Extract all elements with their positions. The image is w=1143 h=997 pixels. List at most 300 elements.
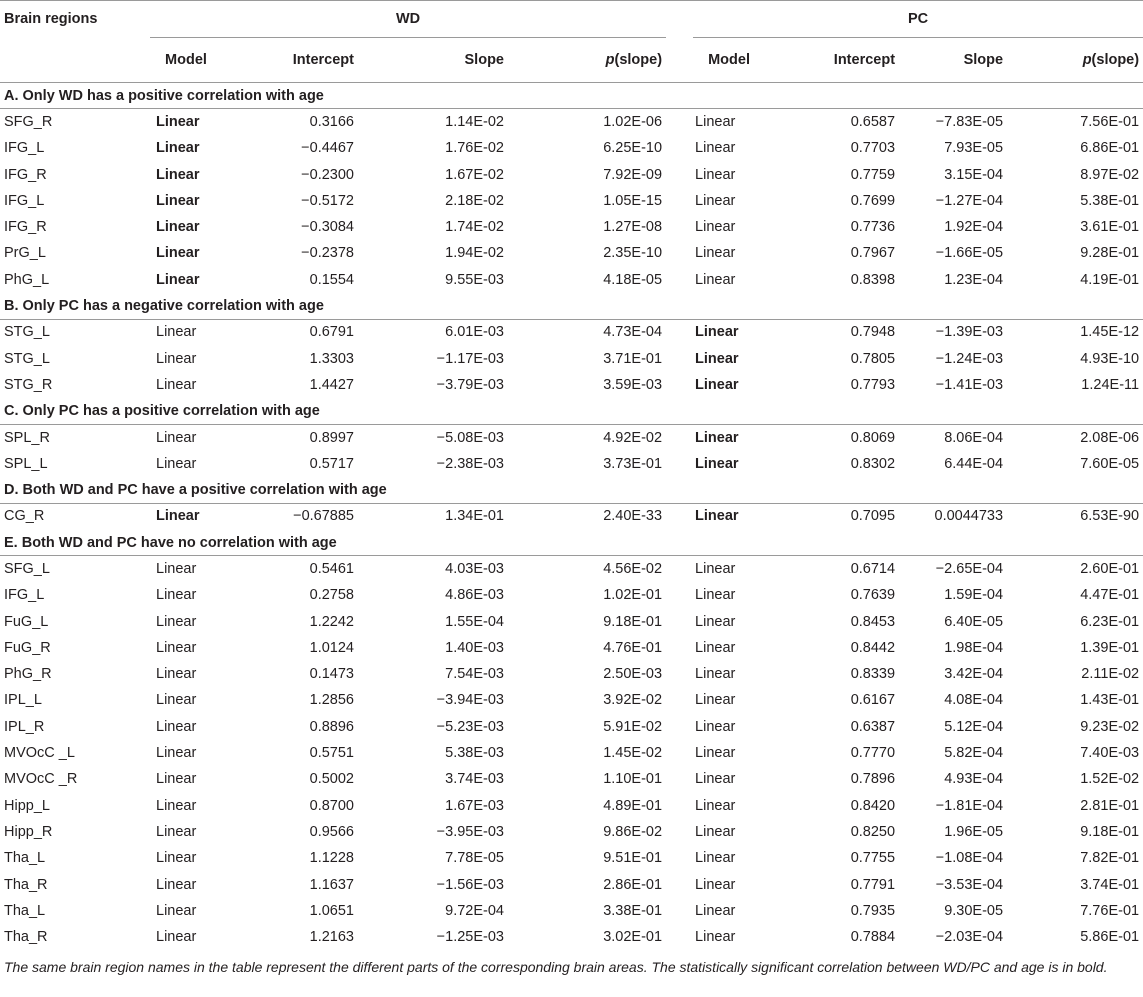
cell-wd-slope: 1.34E-01 [392, 503, 542, 529]
cell-region: IFG_R [0, 161, 150, 187]
cell-gap [666, 319, 693, 345]
header-pc-slope: Slope [905, 38, 1045, 83]
header-gap [666, 1, 693, 38]
cell-pc-intercept: 0.7095 [765, 503, 905, 529]
cell-pc-slope: 4.93E-04 [905, 766, 1045, 792]
cell-pc-slope: 3.42E-04 [905, 661, 1045, 687]
cell-pc-pslope: 4.19E-01 [1045, 267, 1143, 293]
cell-pc-intercept: 0.8069 [765, 424, 905, 450]
cell-pc-slope: −1.66E-05 [905, 240, 1045, 266]
section-header-row [0, 398, 1143, 424]
cell-pc-intercept: 0.7703 [765, 135, 905, 161]
table-row [0, 687, 1143, 713]
cell-wd-model: Linear [150, 845, 222, 871]
p-suffix: (slope) [1091, 52, 1140, 68]
cell-gap [666, 161, 693, 187]
cell-wd-slope: 1.67E-03 [392, 793, 542, 819]
table-row [0, 319, 1143, 345]
header-group-wd: WD [150, 1, 666, 38]
cell-wd-pslope: 3.71E-01 [542, 345, 666, 371]
cell-region: IPL_L [0, 687, 150, 713]
cell-wd-intercept: −0.3084 [222, 214, 392, 240]
cell-wd-model: Linear [150, 924, 222, 950]
cell-wd-slope: 6.01E-03 [392, 319, 542, 345]
table-row [0, 898, 1143, 924]
cell-pc-pslope: 2.08E-06 [1045, 424, 1143, 450]
cell-pc-model: Linear [693, 924, 765, 950]
cell-pc-pslope: 1.24E-11 [1045, 372, 1143, 398]
cell-pc-slope: −1.39E-03 [905, 319, 1045, 345]
cell-wd-pslope: 2.40E-33 [542, 503, 666, 529]
cell-wd-slope: −1.17E-03 [392, 345, 542, 371]
cell-wd-model: Linear [150, 793, 222, 819]
cell-wd-pslope: 3.73E-01 [542, 451, 666, 477]
cell-wd-model: Linear [150, 661, 222, 687]
cell-wd-model: Linear [150, 635, 222, 661]
cell-wd-slope: 3.74E-03 [392, 766, 542, 792]
cell-wd-slope: 9.72E-04 [392, 898, 542, 924]
cell-pc-pslope: 7.60E-05 [1045, 451, 1143, 477]
header-pc-intercept: Intercept [765, 38, 905, 83]
cell-pc-pslope: 3.74E-01 [1045, 871, 1143, 897]
cell-wd-intercept: −0.5172 [222, 188, 392, 214]
cell-wd-pslope: 7.92E-09 [542, 161, 666, 187]
cell-wd-model: Linear [150, 608, 222, 634]
table-row [0, 793, 1143, 819]
cell-gap [666, 924, 693, 950]
table-header [0, 1, 1143, 83]
cell-wd-intercept: 0.5717 [222, 451, 392, 477]
cell-region: MVOcC _L [0, 740, 150, 766]
cell-wd-pslope: 4.92E-02 [542, 424, 666, 450]
cell-pc-model: Linear [693, 372, 765, 398]
cell-wd-pslope: 9.86E-02 [542, 819, 666, 845]
cell-pc-pslope: 7.76E-01 [1045, 898, 1143, 924]
cell-pc-slope: −3.53E-04 [905, 871, 1045, 897]
cell-wd-pslope: 1.10E-01 [542, 766, 666, 792]
cell-pc-pslope: 9.28E-01 [1045, 240, 1143, 266]
cell-region: PhG_L [0, 267, 150, 293]
cell-region: Tha_R [0, 871, 150, 897]
table-row [0, 661, 1143, 687]
cell-gap [666, 109, 693, 135]
cell-region: CG_R [0, 503, 150, 529]
cell-wd-model: Linear [150, 424, 222, 450]
table-row [0, 714, 1143, 740]
header-pc-pslope [1045, 38, 1143, 83]
cell-region: Tha_L [0, 845, 150, 871]
cell-wd-slope: −3.79E-03 [392, 372, 542, 398]
cell-pc-pslope: 1.52E-02 [1045, 766, 1143, 792]
cell-pc-slope: −1.27E-04 [905, 188, 1045, 214]
cell-wd-intercept: −0.4467 [222, 135, 392, 161]
cell-wd-intercept: 0.5751 [222, 740, 392, 766]
cell-region: IPL_R [0, 714, 150, 740]
cell-pc-pslope: 6.23E-01 [1045, 608, 1143, 634]
cell-wd-slope: −2.38E-03 [392, 451, 542, 477]
cell-region: IFG_L [0, 188, 150, 214]
table-row [0, 345, 1143, 371]
table-row [0, 214, 1143, 240]
cell-pc-model: Linear [693, 871, 765, 897]
cell-pc-intercept: 0.8339 [765, 661, 905, 687]
cell-gap [666, 845, 693, 871]
cell-pc-model: Linear [693, 161, 765, 187]
table-row [0, 556, 1143, 582]
cell-pc-model: Linear [693, 556, 765, 582]
cell-pc-pslope: 2.60E-01 [1045, 556, 1143, 582]
cell-region: Hipp_L [0, 793, 150, 819]
cell-pc-intercept: 0.7805 [765, 345, 905, 371]
cell-pc-intercept: 0.8453 [765, 608, 905, 634]
cell-pc-intercept: 0.8250 [765, 819, 905, 845]
table-row [0, 819, 1143, 845]
section-title: A. Only WD has a positive correlation with age [0, 83, 1143, 109]
cell-pc-model: Linear [693, 661, 765, 687]
cell-pc-intercept: 0.6587 [765, 109, 905, 135]
cell-pc-intercept: 0.6714 [765, 556, 905, 582]
table-row [0, 109, 1143, 135]
cell-pc-slope: −7.83E-05 [905, 109, 1045, 135]
cell-wd-intercept: 0.3166 [222, 109, 392, 135]
cell-wd-model: Linear [150, 135, 222, 161]
cell-wd-slope: 4.03E-03 [392, 556, 542, 582]
cell-wd-intercept: 0.6791 [222, 319, 392, 345]
cell-wd-pslope: 1.45E-02 [542, 740, 666, 766]
cell-wd-intercept: 1.1228 [222, 845, 392, 871]
table-row [0, 424, 1143, 450]
cell-pc-slope: −2.65E-04 [905, 556, 1045, 582]
cell-gap [666, 898, 693, 924]
p-italic: p [1082, 52, 1092, 68]
cell-pc-model: Linear [693, 240, 765, 266]
cell-gap [666, 871, 693, 897]
table-row [0, 503, 1143, 529]
cell-wd-slope: 5.38E-03 [392, 740, 542, 766]
section-title: E. Both WD and PC have no correlation with age [0, 530, 1143, 556]
cell-wd-slope: 1.76E-02 [392, 135, 542, 161]
cell-pc-pslope: 7.82E-01 [1045, 845, 1143, 871]
cell-region: PhG_R [0, 661, 150, 687]
cell-wd-model: Linear [150, 503, 222, 529]
cell-region: IFG_R [0, 214, 150, 240]
cell-pc-slope: −1.24E-03 [905, 345, 1045, 371]
cell-pc-intercept: 0.7967 [765, 240, 905, 266]
cell-pc-slope: 0.0044733 [905, 503, 1045, 529]
cell-region: STG_L [0, 345, 150, 371]
cell-gap [666, 608, 693, 634]
cell-wd-pslope: 3.59E-03 [542, 372, 666, 398]
cell-region: Tha_L [0, 898, 150, 924]
cell-region: SFG_R [0, 109, 150, 135]
cell-pc-slope: −1.08E-04 [905, 845, 1045, 871]
cell-wd-pslope: 1.02E-01 [542, 582, 666, 608]
cell-pc-model: Linear [693, 714, 765, 740]
cell-wd-intercept: 1.0124 [222, 635, 392, 661]
cell-region: IFG_L [0, 135, 150, 161]
cell-wd-pslope: 5.91E-02 [542, 714, 666, 740]
cell-wd-intercept: 0.1473 [222, 661, 392, 687]
cell-wd-model: Linear [150, 240, 222, 266]
cell-pc-pslope: 7.56E-01 [1045, 109, 1143, 135]
cell-pc-intercept: 0.7755 [765, 845, 905, 871]
cell-wd-pslope: 3.92E-02 [542, 687, 666, 713]
cell-wd-slope: 1.55E-04 [392, 608, 542, 634]
table-row [0, 924, 1143, 950]
cell-pc-intercept: 0.7935 [765, 898, 905, 924]
cell-pc-model: Linear [693, 267, 765, 293]
cell-wd-pslope: 6.25E-10 [542, 135, 666, 161]
cell-wd-model: Linear [150, 687, 222, 713]
cell-wd-slope: −5.08E-03 [392, 424, 542, 450]
cell-wd-intercept: 0.5002 [222, 766, 392, 792]
table-row [0, 188, 1143, 214]
cell-wd-intercept: 1.1637 [222, 871, 392, 897]
cell-gap [666, 687, 693, 713]
cell-pc-intercept: 0.8442 [765, 635, 905, 661]
cell-pc-slope: 1.23E-04 [905, 267, 1045, 293]
cell-wd-slope: 1.94E-02 [392, 240, 542, 266]
cell-wd-pslope: 2.35E-10 [542, 240, 666, 266]
cell-gap [666, 214, 693, 240]
cell-wd-slope: 1.74E-02 [392, 214, 542, 240]
cell-wd-intercept: 0.8997 [222, 424, 392, 450]
cell-wd-model: Linear [150, 372, 222, 398]
cell-gap [666, 582, 693, 608]
cell-region: FuG_L [0, 608, 150, 634]
section-header-row [0, 293, 1143, 319]
cell-pc-pslope: 1.45E-12 [1045, 319, 1143, 345]
cell-pc-intercept: 0.7770 [765, 740, 905, 766]
cell-wd-model: Linear [150, 161, 222, 187]
table-row [0, 635, 1143, 661]
cell-pc-pslope: 2.81E-01 [1045, 793, 1143, 819]
cell-pc-slope: 3.15E-04 [905, 161, 1045, 187]
cell-pc-model: Linear [693, 214, 765, 240]
section-header-row [0, 477, 1143, 503]
cell-region: MVOcC _R [0, 766, 150, 792]
header-wd-pslope [542, 38, 666, 83]
table-row [0, 372, 1143, 398]
cell-pc-slope: 9.30E-05 [905, 898, 1045, 924]
table-body [0, 83, 1143, 951]
cell-pc-pslope: 6.53E-90 [1045, 503, 1143, 529]
cell-pc-slope: 6.44E-04 [905, 451, 1045, 477]
cell-wd-slope: 1.14E-02 [392, 109, 542, 135]
cell-gap [666, 740, 693, 766]
cell-wd-pslope: 9.18E-01 [542, 608, 666, 634]
cell-wd-slope: −5.23E-03 [392, 714, 542, 740]
cell-wd-model: Linear [150, 582, 222, 608]
table-row [0, 740, 1143, 766]
cell-wd-intercept: −0.2300 [222, 161, 392, 187]
cell-pc-pslope: 7.40E-03 [1045, 740, 1143, 766]
cell-region: Tha_R [0, 924, 150, 950]
cell-wd-slope: −1.56E-03 [392, 871, 542, 897]
cell-wd-model: Linear [150, 766, 222, 792]
cell-wd-pslope: 9.51E-01 [542, 845, 666, 871]
cell-pc-slope: 1.92E-04 [905, 214, 1045, 240]
cell-pc-slope: 1.96E-05 [905, 819, 1045, 845]
header-group-pc: PC [693, 1, 1143, 38]
table-row [0, 451, 1143, 477]
cell-pc-model: Linear [693, 898, 765, 924]
section-title: C. Only PC has a positive correlation with age [0, 398, 1143, 424]
section-header-row [0, 530, 1143, 556]
cell-wd-intercept: 1.2242 [222, 608, 392, 634]
table-row [0, 608, 1143, 634]
cell-pc-pslope: 5.38E-01 [1045, 188, 1143, 214]
header-wd-model: Model [150, 38, 222, 83]
cell-wd-pslope: 2.50E-03 [542, 661, 666, 687]
cell-wd-pslope: 4.18E-05 [542, 267, 666, 293]
cell-region: STG_L [0, 319, 150, 345]
cell-pc-intercept: 0.8398 [765, 267, 905, 293]
cell-gap [666, 766, 693, 792]
cell-wd-slope: 9.55E-03 [392, 267, 542, 293]
cell-pc-pslope: 6.86E-01 [1045, 135, 1143, 161]
cell-wd-slope: 1.67E-02 [392, 161, 542, 187]
header-brain-regions: Brain regions [0, 1, 150, 38]
cell-pc-intercept: 0.7884 [765, 924, 905, 950]
cell-gap [666, 503, 693, 529]
cell-pc-pslope: 4.93E-10 [1045, 345, 1143, 371]
cell-pc-slope: −1.41E-03 [905, 372, 1045, 398]
cell-pc-intercept: 0.7791 [765, 871, 905, 897]
cell-pc-model: Linear [693, 635, 765, 661]
cell-region: SPL_R [0, 424, 150, 450]
cell-wd-model: Linear [150, 188, 222, 214]
cell-pc-model: Linear [693, 345, 765, 371]
cell-region: Hipp_R [0, 819, 150, 845]
table-row [0, 135, 1143, 161]
cell-wd-intercept: 1.2856 [222, 687, 392, 713]
cell-pc-slope: 5.12E-04 [905, 714, 1045, 740]
table-row [0, 766, 1143, 792]
cell-pc-model: Linear [693, 766, 765, 792]
cell-gap [666, 135, 693, 161]
cell-wd-intercept: 1.0651 [222, 898, 392, 924]
cell-pc-slope: 6.40E-05 [905, 608, 1045, 634]
cell-pc-intercept: 0.7896 [765, 766, 905, 792]
cell-pc-intercept: 0.7639 [765, 582, 905, 608]
cell-wd-model: Linear [150, 898, 222, 924]
cell-wd-model: Linear [150, 740, 222, 766]
table-row [0, 845, 1143, 871]
cell-wd-slope: 2.18E-02 [392, 188, 542, 214]
cell-pc-model: Linear [693, 503, 765, 529]
cell-pc-pslope: 1.39E-01 [1045, 635, 1143, 661]
cell-wd-model: Linear [150, 319, 222, 345]
cell-pc-model: Linear [693, 845, 765, 871]
cell-pc-model: Linear [693, 135, 765, 161]
cell-region: SFG_L [0, 556, 150, 582]
table-row [0, 267, 1143, 293]
cell-wd-intercept: 0.9566 [222, 819, 392, 845]
section-title: D. Both WD and PC have a positive correlation with age [0, 477, 1143, 503]
table-row [0, 240, 1143, 266]
table-footnote: The same brain region names in the table represent the different parts of the corresponding brain areas. The statistically significant correlation between WD/PC and age is in bold. [4, 958, 1108, 975]
cell-wd-pslope: 1.27E-08 [542, 214, 666, 240]
cell-wd-pslope: 4.56E-02 [542, 556, 666, 582]
cell-gap [666, 819, 693, 845]
cell-region: IFG_L [0, 582, 150, 608]
cell-pc-intercept: 0.7793 [765, 372, 905, 398]
cell-gap [666, 424, 693, 450]
cell-pc-slope: 1.59E-04 [905, 582, 1045, 608]
cell-pc-intercept: 0.8302 [765, 451, 905, 477]
cell-wd-pslope: 4.89E-01 [542, 793, 666, 819]
cell-pc-model: Linear [693, 188, 765, 214]
cell-pc-intercept: 0.6167 [765, 687, 905, 713]
cell-wd-model: Linear [150, 109, 222, 135]
cell-pc-model: Linear [693, 819, 765, 845]
cell-wd-pslope: 3.02E-01 [542, 924, 666, 950]
cell-wd-model: Linear [150, 214, 222, 240]
cell-gap [666, 188, 693, 214]
cell-wd-intercept: −0.67885 [222, 503, 392, 529]
cell-pc-intercept: 0.7948 [765, 319, 905, 345]
section-title: B. Only PC has a negative correlation with age [0, 293, 1143, 319]
cell-pc-intercept: 0.7736 [765, 214, 905, 240]
cell-pc-pslope: 9.23E-02 [1045, 714, 1143, 740]
cell-gap [666, 793, 693, 819]
cell-pc-model: Linear [693, 424, 765, 450]
cell-wd-model: Linear [150, 556, 222, 582]
cell-pc-slope: 7.93E-05 [905, 135, 1045, 161]
cell-pc-model: Linear [693, 793, 765, 819]
cell-region: STG_R [0, 372, 150, 398]
header-wd-intercept: Intercept [222, 38, 392, 83]
cell-pc-slope: 4.08E-04 [905, 687, 1045, 713]
cell-gap [666, 372, 693, 398]
cell-pc-model: Linear [693, 687, 765, 713]
cell-wd-model: Linear [150, 871, 222, 897]
cell-wd-pslope: 4.73E-04 [542, 319, 666, 345]
cell-pc-pslope: 3.61E-01 [1045, 214, 1143, 240]
cell-pc-intercept: 0.7759 [765, 161, 905, 187]
cell-pc-pslope: 8.97E-02 [1045, 161, 1143, 187]
table-row [0, 871, 1143, 897]
cell-gap [666, 714, 693, 740]
cell-wd-intercept: 1.3303 [222, 345, 392, 371]
cell-wd-intercept: −0.2378 [222, 240, 392, 266]
cell-pc-intercept: 0.6387 [765, 714, 905, 740]
cell-pc-intercept: 0.8420 [765, 793, 905, 819]
cell-pc-model: Linear [693, 109, 765, 135]
cell-pc-slope: 5.82E-04 [905, 740, 1045, 766]
cell-wd-slope: 7.78E-05 [392, 845, 542, 871]
cell-pc-slope: −1.81E-04 [905, 793, 1045, 819]
cell-wd-intercept: 1.2163 [222, 924, 392, 950]
cell-wd-pslope: 3.38E-01 [542, 898, 666, 924]
cell-wd-intercept: 1.4427 [222, 372, 392, 398]
cell-pc-model: Linear [693, 582, 765, 608]
cell-wd-intercept: 0.1554 [222, 267, 392, 293]
cell-gap [666, 661, 693, 687]
cell-pc-model: Linear [693, 608, 765, 634]
cell-wd-pslope: 1.05E-15 [542, 188, 666, 214]
cell-pc-model: Linear [693, 740, 765, 766]
cell-wd-pslope: 2.86E-01 [542, 871, 666, 897]
header-spacer [0, 38, 150, 83]
cell-pc-model: Linear [693, 451, 765, 477]
cell-pc-slope: −2.03E-04 [905, 924, 1045, 950]
cell-wd-intercept: 0.2758 [222, 582, 392, 608]
cell-pc-pslope: 1.43E-01 [1045, 687, 1143, 713]
cell-wd-slope: −3.95E-03 [392, 819, 542, 845]
cell-wd-slope: 7.54E-03 [392, 661, 542, 687]
